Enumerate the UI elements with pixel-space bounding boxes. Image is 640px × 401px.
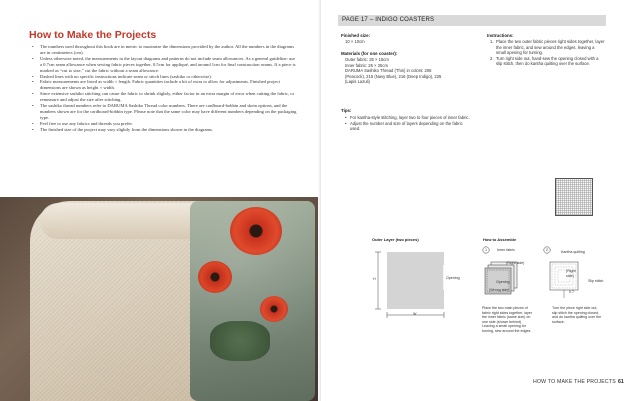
note-item: • The numbers used throughout this book are in metric to maximize the dimensions provided by the author. All the numbers in the diagrams are in centimeters (cm). <box>36 44 298 56</box>
section-title: How to Make the Projects <box>29 29 157 41</box>
wrong-side-label: (Wrong side) <box>489 288 510 292</box>
material-item: Inner fabric: 25 × 25cm <box>345 62 388 68</box>
leaf-cluster <box>210 321 270 361</box>
how-to-assemble-label: How to Assemble <box>483 237 517 242</box>
page-number: 61 <box>618 379 624 385</box>
outer-layer-dimensions <box>370 245 465 325</box>
note-item: • Fabric measurements are listed as width × length. Fabric quantities include a bit of extra to allow for adjustments. Finished project dimensions are shown as height × width. <box>36 79 298 91</box>
page-header: PAGE 17 – INDIGO COASTERS <box>338 15 606 26</box>
instructions-list <box>490 39 605 67</box>
coaster-swatch <box>555 178 593 216</box>
step1-caption: Place the two main pieces of fabric right sides together, layer the inner fabric (same size) on one side (shown behind). Leaving a small opening for turning, sew around the edges. <box>482 306 532 333</box>
kantha-quilting-label: Kantha quilting <box>561 250 585 254</box>
finished-size-value: 10 × 10cm <box>345 39 365 44</box>
instruction-step: 2. Turn right side out, hand-sew the opening closed with a slip stitch, then do kantha quilting over the surface. <box>490 56 605 67</box>
step2-number: 2 <box>546 248 548 252</box>
finished-size-label: Finished size: <box>341 33 371 38</box>
assembly-step1-diagram <box>482 245 525 307</box>
tip-item: • For kantha-style stitching, layer two to four pieces of inner fabric. <box>345 115 470 121</box>
tips-list <box>345 115 470 132</box>
note-item: • The sashiko thread numbers refer to DARUMA Sashiko Thread color numbers. There are cardboard-bobbin and skein options, and the numbers shown are for the cardboard-bobbin type. Please note that the same color may have different numbers depending on the packaging type. <box>36 103 298 121</box>
footer-section: HOW TO MAKE THE PROJECTS <box>533 379 616 385</box>
slip-stitch-label: Slip stitch <box>588 279 604 283</box>
instruction-step: 1. Place the two outer fabric pieces right sides together, layer the inner fabric, and sew around the edges, leaving a small opening for turning. <box>490 39 605 56</box>
floral-panel <box>190 201 315 401</box>
dimension-h: H <box>373 277 376 281</box>
right-side-label: (Right side) <box>506 261 525 265</box>
materials-label: Materials (for one coaster): <box>341 51 398 56</box>
note-item: • Feel free to use any fabrics and threads you prefer. <box>36 121 298 127</box>
note-item: • The finished size of the project may vary slightly from the dimensions shown in the diagrams. <box>36 127 298 133</box>
step2-right-side-label: (Right side) <box>566 269 576 278</box>
note-item: • Dashed lines with no specific instructions indicate seam or stitch lines (sashiko or otherwise). <box>36 74 298 80</box>
tip-item: • Adjust the number and size of layers depending on the fabric used. <box>345 121 470 132</box>
step1-opening-label: Opening <box>496 280 510 284</box>
project-photo <box>0 197 321 401</box>
dimension-07: 0.7 <box>569 290 574 294</box>
notes-list <box>36 44 298 133</box>
material-item: Outer fabric: 25 × 15cm <box>345 57 389 62</box>
dimension-w: W <box>413 312 417 316</box>
note-item: • Unless otherwise noted, the measurements in the layout diagrams and patterns do not include seam allowances. As a general guideline: use a 0.7cm seam allowance when sewing fabric pieces together, 0.5cm for appliqué, and around 1cm for final construction seams. If a piece is marked as “cut to size,” cut the fabric without a seam allowance. <box>36 56 298 74</box>
poppy-flower <box>230 207 282 255</box>
step1-number: 1 <box>485 248 487 252</box>
step2-caption: Turn the piece right side out, slip stitch the opening closed, and do kantha quilting over the surface. <box>552 306 602 324</box>
material-item: (Peacock), 215 (Navy Blue), 216 (Deep Indigo), 225 <box>345 73 442 79</box>
material-item: DARUMA Sashiko Thread (Thin) in colors: 206 <box>345 68 432 74</box>
material-item: (Lapis Lazuli) <box>345 79 370 85</box>
materials-list <box>345 57 480 85</box>
note-item: • Since extensive sashiko stitching can cause the fabric to shrink slightly, either factor in an extra margin of error when cutting the fabric, or remeasure and adjust the size after stitching. <box>36 91 298 103</box>
poppy-flower <box>198 261 232 293</box>
outer-layer-label: Outer Layer (two pieces) <box>372 237 419 242</box>
poppy-flower <box>260 296 288 322</box>
instructions-label: Instructions: <box>487 33 514 38</box>
inner-fabric-label: Inner fabric <box>497 248 515 252</box>
tips-label: Tips: <box>341 108 352 113</box>
opening-label: Opening <box>446 276 460 280</box>
